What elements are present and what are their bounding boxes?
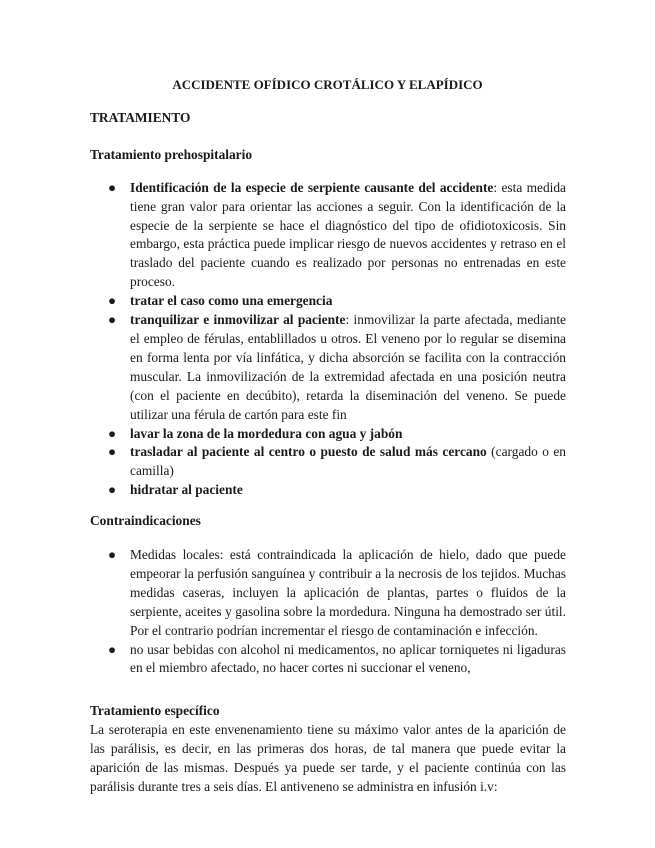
item-text: Medidas locales: está contraindicada la aplicación de hielo, dado que puede empeorar la perfusión sanguínea y contribuir a la necrosis de los tejidos. Muchas medidas caseras, incluyen la aplicación de plantas, partes o fluidos de la serpiente, aceites y gasolina sobre la mordedura. Ninguna ha demostrado ser útil. Por el contrario podrían incrementar el riesgo de contaminación e infección. [130, 547, 566, 638]
specific-heading: Tratamiento específico [90, 703, 220, 719]
list-item [90, 425, 566, 444]
bullet-icon: ● [108, 444, 117, 460]
bullet-icon: ● [108, 179, 117, 195]
list-item [90, 292, 566, 311]
contraindications-list [90, 546, 566, 678]
bullet-icon: ● [108, 482, 117, 498]
item-label: lavar la zona de la mordedura con agua y jabón [130, 425, 403, 441]
item-text: (cargado o en camilla) [130, 444, 566, 479]
contraindications-heading: Contraindicaciones [90, 513, 201, 529]
item-label: trasladar al paciente al centro o puesto de salud más cercano [130, 444, 487, 460]
document-title: ACCIDENTE OFÍDICO CROTÁLICO Y ELAPÍDICO [172, 77, 483, 92]
bullet-icon: ● [108, 547, 117, 563]
bullet-icon: ● [108, 425, 117, 441]
item-text: no usar bebidas con alcohol ni medicamentos, no aplicar torniquetes ni ligaduras en el miembro afectado, no hacer cortes ni succionar el veneno, [130, 641, 566, 676]
list-item [90, 481, 566, 500]
item-label: hidratar al paciente [130, 482, 243, 498]
item-text: : esta medida tiene gran valor para orientar las acciones a seguir. Con la identificación de la especie de la serpiente se hace el diagnóstico del tipo de ofidiotoxicosis. Sin embargo, esta práctica puede implicar riesgo de nuevos accidentes y retraso en el traslado del paciente cuando es realizado por personas no entrenadas en este proceso. [130, 179, 566, 290]
list-item [90, 179, 566, 292]
item-label: Identificación de la especie de serpiente causante del accidente [130, 179, 494, 195]
bullet-icon: ● [108, 641, 117, 657]
prehospital-heading: Tratamiento prehospitalario [90, 146, 253, 162]
list-item [90, 546, 566, 641]
bullet-icon: ● [108, 293, 117, 309]
bullet-icon: ● [108, 312, 117, 328]
section-heading: TRATAMIENTO [90, 109, 191, 125]
item-text: : inmovilizar la parte afectada, mediante el empleo de férulas, entablillados u otros. El veneno por lo regular se disemina en forma lenta por vía linfática, y dicha absorción se facilita con la contracción muscular. La inmovilización de la extremidad afectada en una posición neutra (con el paciente en decúbito), retarda la diseminación del veneno. Se puede utilizar una férula de cartón para este fin [130, 312, 566, 422]
prehospital-list [90, 179, 566, 500]
list-item [90, 641, 566, 679]
specific-paragraph: La seroterapia en este envenenamiento tiene su máximo valor antes de la aparición de las parálisis, es decir, en las primeras dos horas, de tal manera que puede evitar la aparición de las mismas. Después ya puede ser tarde, y el paciente continúa con las parálisis durante tres a seis días. El antiveneno se administra en infusión i.v: [90, 722, 566, 794]
item-label: tranquilizar e inmovilizar al paciente [130, 312, 346, 328]
list-item [90, 311, 566, 424]
item-label: tratar el caso como una emergencia [130, 293, 333, 309]
list-item [90, 443, 566, 481]
